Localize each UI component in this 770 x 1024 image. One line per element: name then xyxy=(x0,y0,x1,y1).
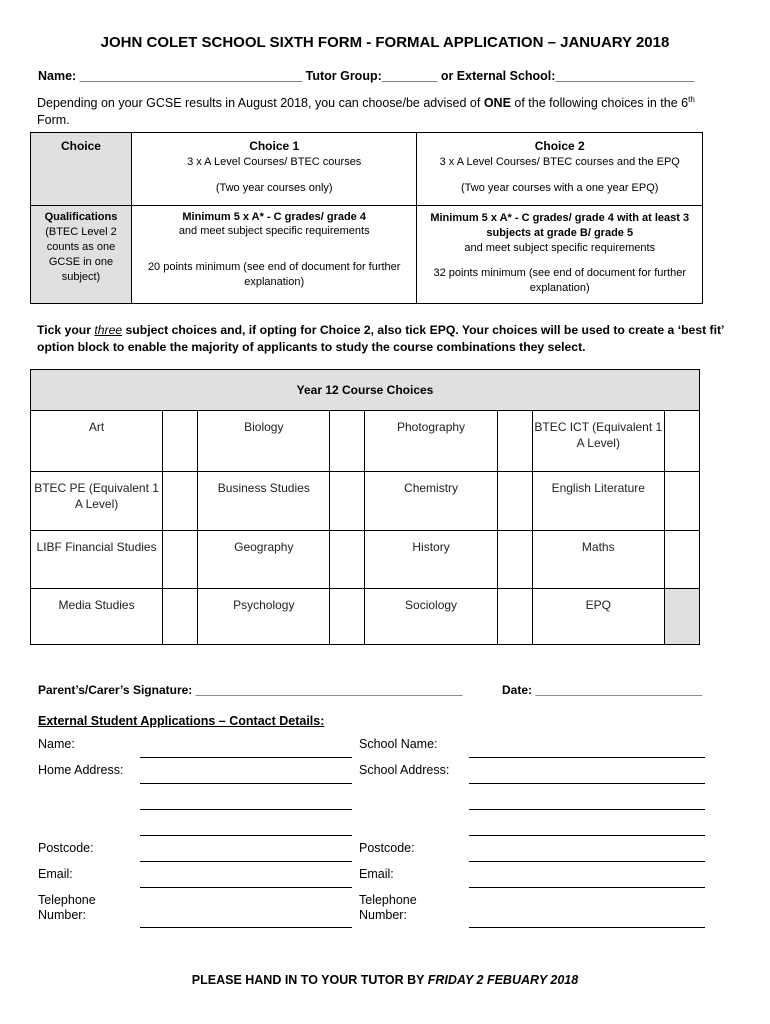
intro-strong: ONE xyxy=(483,96,511,111)
course-checkbox[interactable] xyxy=(330,531,365,589)
home-address-line-2[interactable] xyxy=(140,809,352,810)
course-checkbox[interactable] xyxy=(330,589,365,645)
choice2-req-bold: Minimum 5 x A* - C grades/ grade 4 with at least 3 subjects at grade B/ grade 5 xyxy=(430,212,690,239)
choice2-req: and meet subject specific requirements xyxy=(464,242,656,254)
home-address-label: Home Address: xyxy=(38,763,124,777)
choice2-req-cell xyxy=(417,206,703,304)
choice1-duration: (Two year courses only) xyxy=(215,182,333,194)
course-checkbox[interactable] xyxy=(664,472,699,531)
course-cell: Photography xyxy=(365,411,497,472)
choice2-title: Choice 2 xyxy=(534,139,585,153)
school-address-line-1[interactable] xyxy=(469,783,705,784)
school-address-label: School Address: xyxy=(359,763,450,777)
course-cell: History xyxy=(365,531,497,589)
course-cell: LIBF Financial Studies xyxy=(31,531,163,589)
footer-text: PLEASE HAND IN TO YOUR TUTOR BY xyxy=(191,973,428,987)
school-email-input-line[interactable] xyxy=(469,887,705,888)
course-checkbox[interactable] xyxy=(664,411,699,472)
tick-text: Tick your xyxy=(37,323,95,337)
school-name-input-line[interactable] xyxy=(469,757,705,758)
school-telephone-label: Telephone Number: xyxy=(359,893,417,922)
postcode-label: Postcode: xyxy=(38,841,94,855)
course-checkbox[interactable] xyxy=(163,411,198,472)
school-address-line-2[interactable] xyxy=(469,809,705,810)
course-checkbox[interactable] xyxy=(497,589,532,645)
choice-header-cell xyxy=(31,133,132,206)
intro-paragraph xyxy=(37,91,727,129)
course-cell: Media Studies xyxy=(31,589,163,645)
name-label: Name: xyxy=(38,737,75,751)
name-tutor-line[interactable]: Name: ________________________________ Tutor Group:________ or External School:____________________ xyxy=(38,69,695,83)
name-input-line[interactable] xyxy=(140,757,352,758)
course-cell: Art xyxy=(31,411,163,472)
course-cell: Maths xyxy=(532,531,664,589)
course-checkbox-disabled xyxy=(664,589,699,645)
course-checkbox[interactable] xyxy=(163,589,198,645)
course-cell: Biology xyxy=(198,411,330,472)
choice-header: Choice xyxy=(60,139,101,153)
course-cell: BTEC ICT (Equivalent 1 A Level) xyxy=(532,411,664,472)
course-table-header: Year 12 Course Choices xyxy=(31,370,700,411)
school-telephone-input-line[interactable] xyxy=(469,927,705,928)
qualifications-cell xyxy=(31,206,132,304)
school-postcode-input-line[interactable] xyxy=(469,861,705,862)
date-line[interactable]: Date: _________________________ xyxy=(502,683,703,697)
course-cell: Geography xyxy=(198,531,330,589)
course-cell: BTEC PE (Equivalent 1 A Level) xyxy=(31,472,163,531)
intro-end: Form. xyxy=(37,113,70,128)
home-address-line-3[interactable] xyxy=(140,835,352,836)
choice1-points: 20 points minimum (see end of document for further explanation) xyxy=(147,261,401,288)
footer-deadline: FRIDAY 2 FEBUARY 2018 xyxy=(427,973,579,987)
tick-emphasis: three xyxy=(94,323,123,337)
school-email-label: Email: xyxy=(359,867,394,881)
course-checkbox[interactable] xyxy=(330,472,365,531)
choice1-cell xyxy=(131,133,417,206)
choice1-desc: 3 x A Level Courses/ BTEC courses xyxy=(187,156,362,168)
external-heading: External Student Applications – Contact Details: xyxy=(38,714,325,728)
course-cell: Sociology xyxy=(365,589,497,645)
school-name-label: School Name: xyxy=(359,737,438,751)
course-checkbox[interactable] xyxy=(497,411,532,472)
choice1-title: Choice 1 xyxy=(249,139,300,153)
tick-instructions xyxy=(37,322,737,356)
footer-instruction xyxy=(0,973,770,987)
choice2-points: 32 points minimum (see end of document for further explanation) xyxy=(433,267,686,294)
intro-sup: th xyxy=(688,95,695,104)
choice1-req-bold: Minimum 5 x A* - C grades/ grade 4 xyxy=(182,211,366,223)
tick-text-2: subject choices and, if opting for Choice 2, also tick EPQ. Your choices will be used to create a ‘best fit’ option block to enable the majority of applicants to study the course combinations they select. xyxy=(37,323,724,354)
telephone-label: Telephone Number: xyxy=(38,893,96,922)
choice-table xyxy=(30,132,703,304)
course-choices-table xyxy=(30,369,700,645)
signature-line[interactable]: Parent’s/Carer’s Signature: ________________________________________ xyxy=(38,683,463,697)
school-postcode-label: Postcode: xyxy=(359,841,415,855)
postcode-input-line[interactable] xyxy=(140,861,352,862)
course-checkbox[interactable] xyxy=(163,472,198,531)
course-cell: Chemistry xyxy=(365,472,497,531)
choice2-duration: (Two year courses with a one year EPQ) xyxy=(460,182,659,194)
school-address-line-3[interactable] xyxy=(469,835,705,836)
telephone-input-line[interactable] xyxy=(140,927,352,928)
course-checkbox[interactable] xyxy=(497,472,532,531)
page-title: JOHN COLET SCHOOL SIXTH FORM - FORMAL APPLICATION – JANUARY 2018 xyxy=(100,34,670,51)
course-cell: English Literature xyxy=(532,472,664,531)
course-checkbox[interactable] xyxy=(163,531,198,589)
choice2-cell xyxy=(417,133,703,206)
course-checkbox[interactable] xyxy=(664,531,699,589)
choice2-desc: 3 x A Level Courses/ BTEC courses and the EPQ xyxy=(439,156,680,168)
course-cell: Business Studies xyxy=(198,472,330,531)
email-label: Email: xyxy=(38,867,73,881)
choice1-req-cell xyxy=(131,206,417,304)
course-checkbox[interactable] xyxy=(497,531,532,589)
qualifications-note: (BTEC Level 2 counts as one GCSE in one subject) xyxy=(45,226,117,283)
choice1-req: and meet subject specific requirements xyxy=(178,225,370,237)
intro-text-2: of the following choices in the 6 xyxy=(510,96,689,111)
home-address-line-1[interactable] xyxy=(140,783,352,784)
qualifications-header: Qualifications xyxy=(44,211,118,223)
course-cell: Psychology xyxy=(198,589,330,645)
course-cell: EPQ xyxy=(532,589,664,645)
intro-text: Depending on your GCSE results in August 2018, you can choose/be advised of xyxy=(37,96,484,111)
course-checkbox[interactable] xyxy=(330,411,365,472)
email-input-line[interactable] xyxy=(140,887,352,888)
